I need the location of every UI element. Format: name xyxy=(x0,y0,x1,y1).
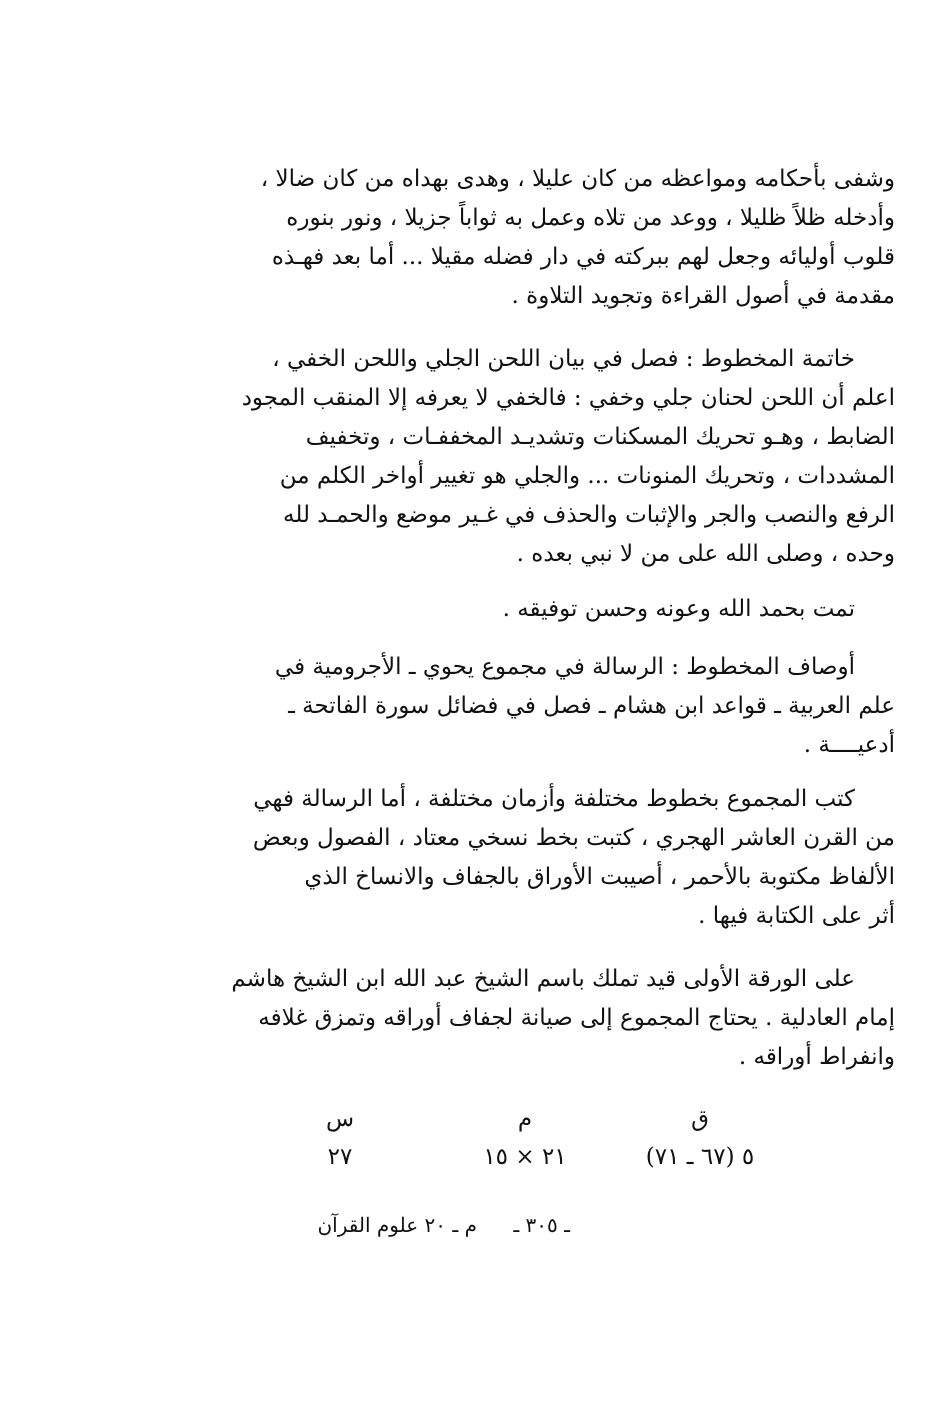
text-line: مقدمة في أصول القراءة وتجويد التلاوة . xyxy=(511,283,895,309)
text-line: وحده ، وصلى الله على من لا نبي بعده . xyxy=(516,541,895,567)
page-footer xyxy=(210,1210,570,1240)
paragraph-4 xyxy=(175,648,895,765)
text-line: قلوب أوليائه وجعل لهم ببركته في دار فضله مقيلا ... أما بعد فهـذه xyxy=(271,244,895,270)
text-line: أوصاف المخطوط : الرسالة في مجموع يحوي ـ الأجرومية في xyxy=(274,654,855,680)
text-line: تمت بحمد الله وعونه وحسن توفيقه . xyxy=(502,596,855,622)
paragraph-6 xyxy=(175,960,895,1077)
text-line: إمام العادلية . يحتاج المجموع إلى صيانة لجفاف أوراقه وتمزق غلافه xyxy=(258,1005,895,1031)
specs-column-m xyxy=(455,1100,595,1176)
text-line: الرفع والنصب والجر والإثبات والحذف في غـير موضع والحمـد لله xyxy=(283,502,895,528)
book-reference: م ـ ٢٠ علوم القرآن xyxy=(317,1213,477,1237)
text-line: علم العربية ـ قواعد ابن هشام ـ فصل في فضائل سورة الفاتحة ـ xyxy=(288,693,895,719)
paragraph-3 xyxy=(175,590,895,629)
specs-m-label: م xyxy=(517,1106,533,1132)
specs-column-q xyxy=(630,1100,770,1176)
specs-q-value: ٥ (٦٧ ـ ٧١) xyxy=(645,1144,755,1170)
text-line: من القرن العاشر الهجري ، كتبت بخط نسخي معتاد ، الفصول وبعض xyxy=(252,825,895,851)
specs-m-value: ٢١ × ١٥ xyxy=(483,1144,567,1170)
text-line: أثر على الكتابة فيها . xyxy=(698,903,895,929)
text-line: وشفى بأحكامه ومواعظه من كان عليلا ، وهدى بهداه من كان ضالا ، xyxy=(260,166,895,192)
text-line: الألفاظ مكتوبة بالأحمر ، أصيبت الأوراق بالجفاف والانساخ الذي xyxy=(304,864,895,890)
text-line: وأدخله ظلاً ظليلا ، ووعد من تلاه وعمل به ثواباً جزيلا ، ونور بنوره xyxy=(286,205,895,231)
text-line: وانفراط أوراقه . xyxy=(738,1044,895,1070)
text-line: المشددات ، وتحريك المنونات ... والجلي هو تغيير أواخر الكلم من xyxy=(279,463,895,489)
paragraph-5 xyxy=(175,780,895,936)
paragraph-1 xyxy=(175,160,895,316)
text-line: اعلم أن اللحن لحنان جلي وخفي : فالخفي لا يعرفه إلا المنقب المجود xyxy=(241,385,895,411)
text-line: أدعيــــة . xyxy=(803,732,895,758)
specs-q-label: ق xyxy=(691,1106,709,1132)
text-line: خاتمة المخطوط : فصل في بيان اللحن الجلي واللحن الخفي ، xyxy=(272,346,855,372)
specs-s-label: س xyxy=(325,1106,355,1132)
paragraph-2 xyxy=(175,340,895,574)
text-line: كتب المجموع بخطوط مختلفة وأزمان مختلفة ، أما الرسالة فهي xyxy=(253,786,855,812)
specs-s-value: ٢٧ xyxy=(327,1144,353,1170)
page-number: ـ ٣٠٥ ـ xyxy=(513,1213,570,1237)
manuscript-specs xyxy=(270,1100,770,1190)
text-line: على الورقة الأولى قيد تملك باسم الشيخ عبد الله ابن الشيخ هاشم xyxy=(231,966,855,992)
specs-column-s xyxy=(270,1100,410,1176)
text-line: الضابط ، وهـو تحريك المسكنات وتشديـد المخففـات ، وتخفيف xyxy=(305,424,895,450)
